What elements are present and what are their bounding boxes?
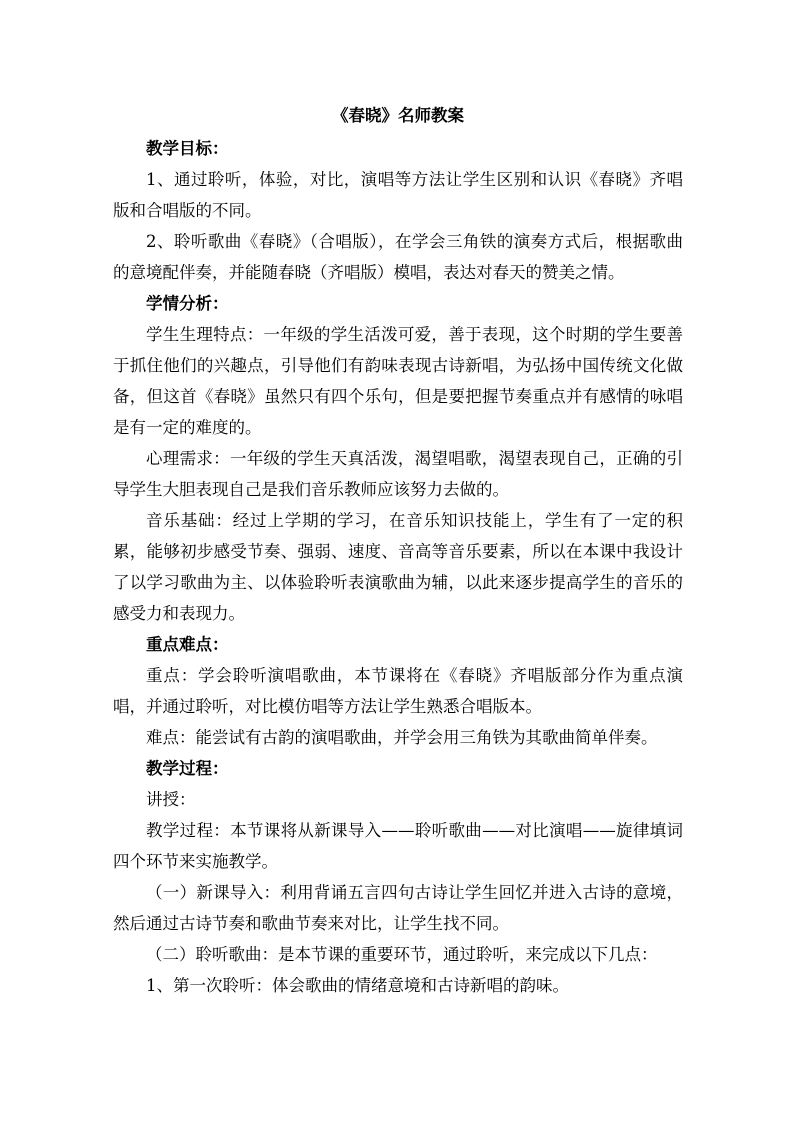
process-step-intro: （一）新课导入：利用背诵五言四句古诗让学生回忆并进入古诗的意境，然后通过古诗节奏和歌曲节奏来对比，让学生找不同。 [113, 883, 683, 933]
goal-item-2: 2、聆听歌曲《春晓》（合唱版），在学会三角铁的演奏方式后，根据歌曲的意境配伴奏，并能随春晓（齐唱版）模唱，表达对春天的赞美之情。 [113, 232, 683, 282]
analysis-music-basis: 音乐基础：经过上学期的学习，在音乐知识技能上，学生有了一定的积累，能够初步感受节奏、强弱、速度、音高等音乐要素，所以在本课中我设计了以学习歌曲为主、以体验聆听表演歌曲为辅，以此来逐步提高学生的音乐的感受力和表现力。 [113, 511, 683, 623]
analysis-heading: 学情分析： [146, 294, 229, 313]
process-overview: 教学过程：本节课将从新课导入——聆听歌曲——对比演唱——旋律填词四个环节来实施教学。 [113, 821, 683, 871]
process-step-listening: （二）聆听歌曲：是本节课的重要环节，通过聆听，来完成以下几点： [146, 945, 658, 964]
keypoint-focus: 重点：学会聆听演唱歌曲，本节课将在《春晓》齐唱版部分作为重点演唱，并通过聆听，对比模仿唱等方法让学生熟悉合唱版本。 [113, 666, 683, 716]
process-heading: 教学过程： [146, 759, 229, 778]
keypoints-heading: 重点难点： [146, 635, 229, 654]
goals-heading: 教学目标： [146, 139, 229, 158]
process-first-listening: 1、第一次聆听：体会歌曲的情绪意境和古诗新唱的韵味。 [146, 976, 569, 995]
document-body [113, 100, 683, 1001]
document-title: 《春晓》名师教案 [332, 106, 464, 125]
analysis-psychology: 心理需求：一年级的学生天真活泼，渴望唱歌，渴望表现自己，正确的引导学生大胆表现自己是我们音乐教师应该努力去做的。 [113, 449, 683, 499]
process-lecture: 讲授： [146, 790, 196, 809]
keypoint-difficulty: 难点：能尝试有古韵的演唱歌曲，并学会用三角铁为其歌曲简单伴奏。 [146, 728, 658, 747]
goal-item-1: 1、通过聆听，体验，对比，演唱等方法让学生区别和认识《春晓》齐唱版和合唱版的不同。 [113, 170, 683, 220]
analysis-physiology: 学生生理特点：一年级的学生活泼可爱，善于表现，这个时期的学生要善于抓住他们的兴趣点，引导他们有韵味表现古诗新唱，为弘扬中国传统文化做备，但这首《春晓》虽然只有四个乐句，但是要把握节奏重点并有感情的咏唱是有一定的难度的。 [113, 325, 683, 437]
